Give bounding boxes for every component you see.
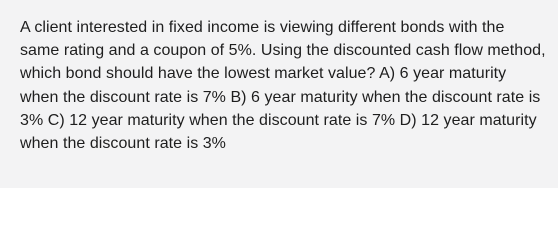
question-text: A client interested in fixed income is viewing different bonds with the same rating and a coupon of 5%. Using the discounted cash flow method, which bond should have the lowest market value? A) 6 year maturity when the discount rate is 7% B) 6 year maturity when the discount rate is 3% C) 12 year maturity when the discount rate is 7% D) 12 year maturity when the discount rate is 3% [20, 19, 546, 153]
